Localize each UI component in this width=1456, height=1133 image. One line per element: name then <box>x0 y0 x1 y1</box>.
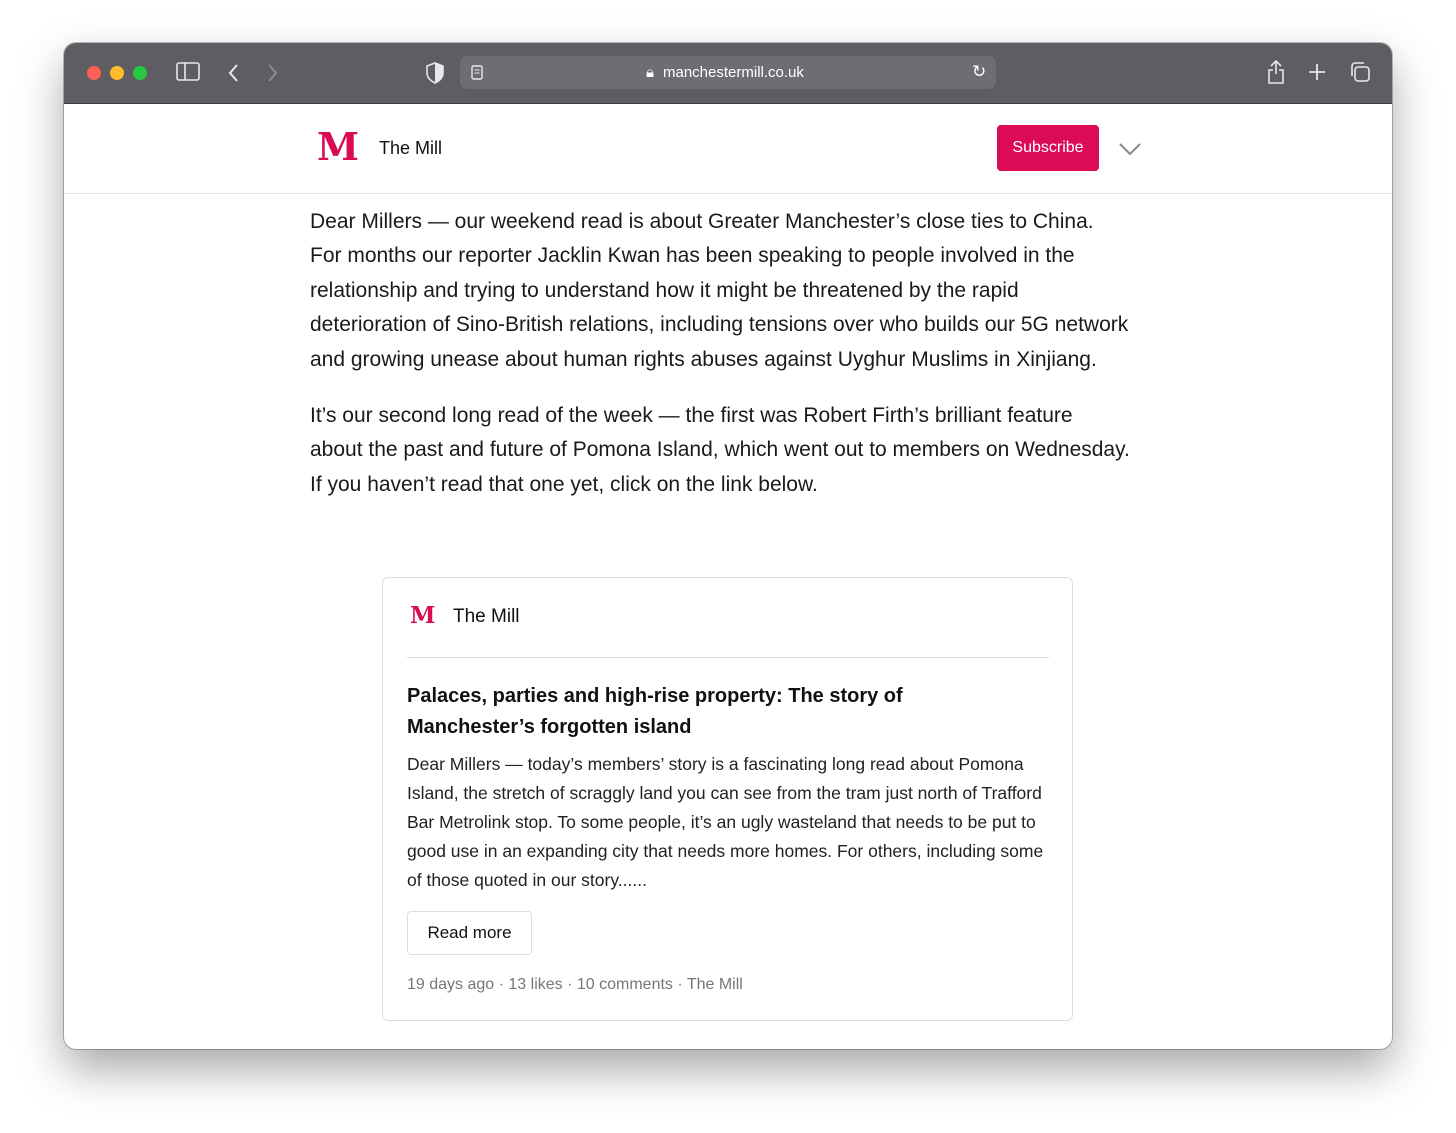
chevron-down-icon[interactable] <box>1119 142 1141 156</box>
tab-overview-icon[interactable] <box>1349 61 1371 83</box>
back-icon[interactable] <box>227 63 239 83</box>
subscribe-button[interactable]: Subscribe <box>997 125 1099 171</box>
site-name[interactable]: The Mill <box>379 138 443 158</box>
paragraph: Dear Millers — our weekend read is about Greater Manchester’s close ties to China. For months our reporter Jacklin Kwan has been speaking to people involved in the relationship and trying to understand how it might be threatened by the rapid deterioration of Sino-British relations, including tensions over who builds our 5G network and growing unease about human rights abuses against Uyghur Muslims in Xinjiang. <box>310 210 1129 371</box>
zoom-window-button[interactable] <box>133 66 147 80</box>
browser-window <box>64 43 1392 1049</box>
paragraph: It’s our second long read of the week — the first was Robert Firth’s brilliant feature about the past and future of Pomona Island, which went out to members on Wednesday. If you haven’t read that one yet, click on the link below. <box>310 404 1130 496</box>
site-header <box>64 104 1392 194</box>
card-meta: 19 days ago · 13 likes · 10 comments · The Mill <box>407 976 743 993</box>
address-bar[interactable] <box>460 56 996 89</box>
reader-mode-icon[interactable] <box>471 65 483 80</box>
card-logo: M <box>410 602 436 629</box>
site-logo[interactable]: M <box>317 124 360 169</box>
minimize-window-button[interactable] <box>110 66 124 80</box>
sidebar-icon[interactable] <box>176 62 200 82</box>
url-text: manchestermill.co.uk <box>663 64 804 81</box>
read-more-button[interactable]: Read more <box>407 911 532 955</box>
new-tab-icon[interactable] <box>1308 63 1326 81</box>
browser-toolbar <box>64 43 1392 104</box>
reload-icon[interactable]: ↻ <box>972 62 987 81</box>
privacy-shield-icon[interactable] <box>426 62 444 84</box>
card-title[interactable]: Palaces, parties and high-rise property: The story of Manchester’s forgotten island <box>407 685 903 738</box>
embedded-post-card[interactable] <box>382 577 1073 1021</box>
article-body <box>310 205 1130 524</box>
card-publication[interactable]: The Mill <box>453 606 520 627</box>
forward-icon[interactable] <box>267 63 279 83</box>
card-excerpt: Dear Millers — today’s members’ story is a fascinating long read about Pomona Island, the stretch of scraggly land you can see from the tram just north of Trafford Bar Metrolink stop. To some people, it’s an ugly wasteland that needs to be put to good use in an expanding city that needs more homes. For others, including some of those quoted in our story...... <box>407 754 1044 890</box>
lock-icon: 🔒︎ <box>646 64 654 81</box>
close-window-button[interactable] <box>87 66 101 80</box>
share-icon[interactable] <box>1267 59 1285 85</box>
card-divider <box>407 657 1049 658</box>
